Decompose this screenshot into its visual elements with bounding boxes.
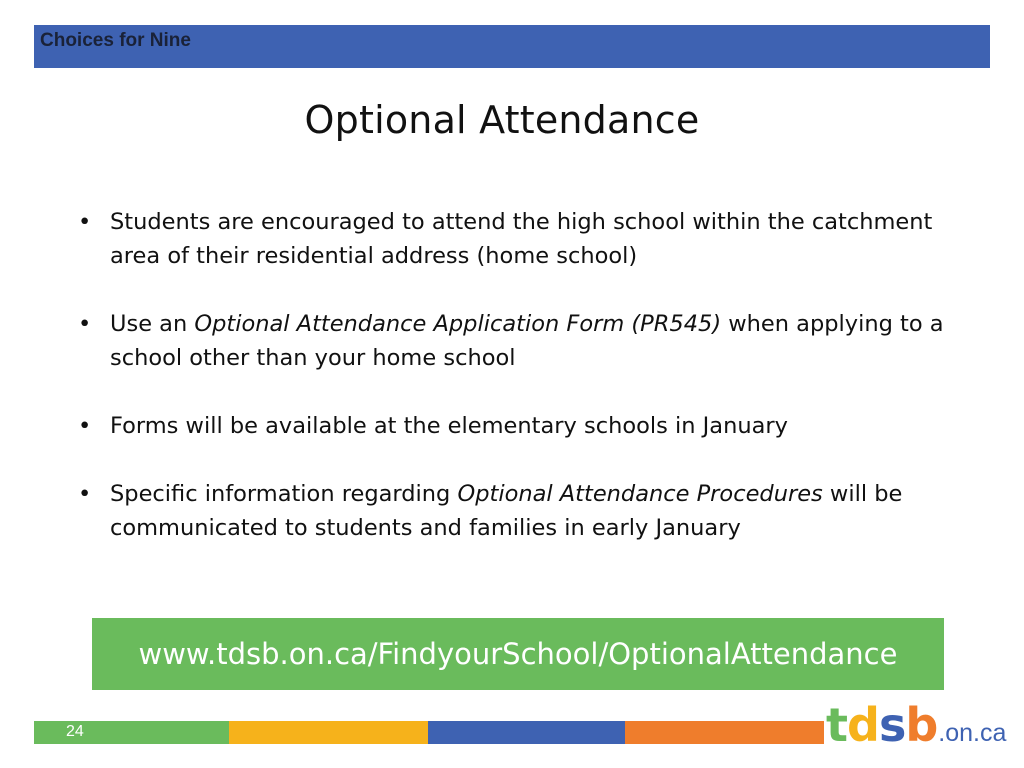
- logo-letter-t: t: [826, 698, 847, 752]
- bullet-dot: •: [78, 311, 92, 337]
- header-bar: [34, 25, 990, 68]
- footer-stripe-green: [34, 721, 229, 744]
- header-label: Choices for Nine: [40, 30, 191, 51]
- logo-letter-b: b: [905, 698, 938, 752]
- bullet-item: [74, 477, 954, 545]
- logo-letter-s: s: [878, 698, 906, 752]
- bullet-text: Forms will be available at the elementary schools in January: [110, 413, 788, 439]
- bullet-list: [74, 205, 954, 579]
- bullet-dot: •: [78, 209, 92, 235]
- logo-suffix: .on.ca: [938, 719, 1007, 747]
- footer-stripe-yellow: [229, 721, 428, 744]
- bullet-text-after: will be communicated to students and families in early January: [110, 481, 903, 541]
- bullet-text-before: Use an: [110, 311, 195, 337]
- bullet-dot: •: [78, 481, 92, 507]
- footer-stripe-orange: [625, 721, 824, 744]
- page-number: 24: [66, 723, 84, 740]
- slide-title: Optional Attendance: [304, 98, 700, 142]
- url-banner[interactable]: [92, 618, 944, 690]
- form-name: Optional Attendance Application Form (PR545): [194, 311, 722, 337]
- logo-letter-d: d: [847, 698, 879, 752]
- bullet-item: [74, 409, 954, 443]
- bullet-text-before: Specific information regarding: [110, 481, 458, 507]
- tdsb-logo: [826, 698, 1007, 752]
- procedures-name: Optional Attendance Procedures: [457, 481, 823, 507]
- bullet-item: [74, 205, 954, 273]
- footer-stripe: [34, 721, 824, 744]
- bullet-text: Students are encouraged to attend the high school within the catchment area of their residential address (home school): [110, 209, 933, 269]
- url-link[interactable]: www.tdsb.on.ca/FindyourSchool/OptionalAttendance: [138, 637, 898, 671]
- bullet-dot: •: [78, 413, 92, 439]
- bullet-item: [74, 307, 954, 375]
- bullet-text-after: when applying to a school other than your home school: [110, 311, 944, 371]
- footer-stripe-blue: [428, 721, 625, 744]
